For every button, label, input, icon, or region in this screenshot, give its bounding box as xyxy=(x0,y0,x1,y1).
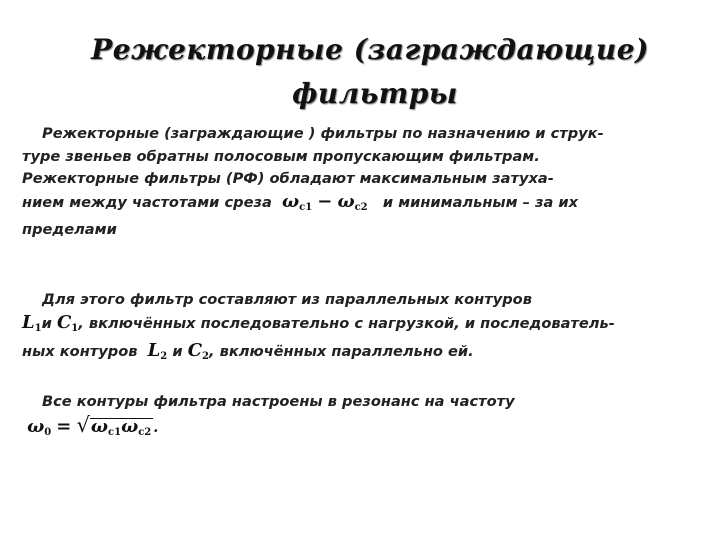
omega-symbol: ω xyxy=(27,415,45,437)
omega-symbol: ω xyxy=(90,415,109,437)
text-line: Режекторные (заграждающие ) фильтры по назначению и струк- xyxy=(42,125,604,142)
equals-sign: = xyxy=(56,415,72,437)
text-line: Все контуры фильтра настроены в резонанс на частоту xyxy=(42,393,515,410)
formula-L2 xyxy=(147,340,168,362)
inductance-symbol: L xyxy=(147,340,161,361)
square-root xyxy=(76,414,153,445)
subscript: 0 xyxy=(44,426,52,438)
text-fragment: , включённых последовательно с нагрузкой, и последователь- xyxy=(78,314,615,332)
text-line xyxy=(22,191,702,220)
omega-symbol: ω xyxy=(337,190,355,212)
formula-resonance-frequency xyxy=(27,412,159,438)
paragraph-structure xyxy=(22,289,702,369)
subscript: c1 xyxy=(108,426,122,438)
subscript: 2 xyxy=(202,351,209,362)
omega-symbol: ω xyxy=(281,190,300,212)
capacitance-symbol: C xyxy=(187,340,203,361)
inductance-symbol: L xyxy=(22,311,35,333)
subscript: c2 xyxy=(138,426,152,438)
conjunction: и xyxy=(41,314,52,332)
minus-sign: − xyxy=(317,190,333,212)
text-fragment: и минимальным – за их xyxy=(382,193,579,211)
text-line xyxy=(22,312,702,341)
capacitance-symbol: C xyxy=(56,311,72,333)
text-line: Режекторные фильтры (РФ) обладают максимальным затуха- xyxy=(22,170,554,187)
text-line xyxy=(22,340,702,369)
formula-L1 xyxy=(22,311,42,334)
title-line-2: фильтры xyxy=(292,77,458,110)
omega-symbol: ω xyxy=(121,415,139,437)
text-fragment: нием между частотами среза xyxy=(22,193,272,211)
radicand xyxy=(90,415,153,438)
subscript: 2 xyxy=(160,351,168,362)
text-line xyxy=(22,414,702,445)
text-fragment: , включённых параллельно ей. xyxy=(208,343,474,360)
subscript: 1 xyxy=(71,322,79,334)
subscript: c1 xyxy=(299,201,313,213)
radical-sign: √ xyxy=(76,412,90,437)
text-line: туре звеньев обратны полосовым пропускающим фильтрам. xyxy=(22,147,540,165)
text-fragment: ных контуров xyxy=(22,343,138,360)
text-line: пределами xyxy=(22,221,117,238)
conjunction: и xyxy=(172,343,183,360)
subscript: c2 xyxy=(354,201,368,213)
paragraph-resonance xyxy=(22,391,702,444)
subscript: 1 xyxy=(34,322,42,334)
paragraph-definition xyxy=(22,123,702,242)
formula-cutoff-frequencies xyxy=(281,190,368,213)
text-line: Для этого фильтр составляют из параллельных контуров xyxy=(42,291,532,308)
period: . xyxy=(153,418,159,436)
formula-C2 xyxy=(187,340,209,362)
formula-C1 xyxy=(56,311,79,334)
title-line-1: Режекторные (заграждающие) xyxy=(91,33,649,66)
slide-title xyxy=(60,28,680,116)
